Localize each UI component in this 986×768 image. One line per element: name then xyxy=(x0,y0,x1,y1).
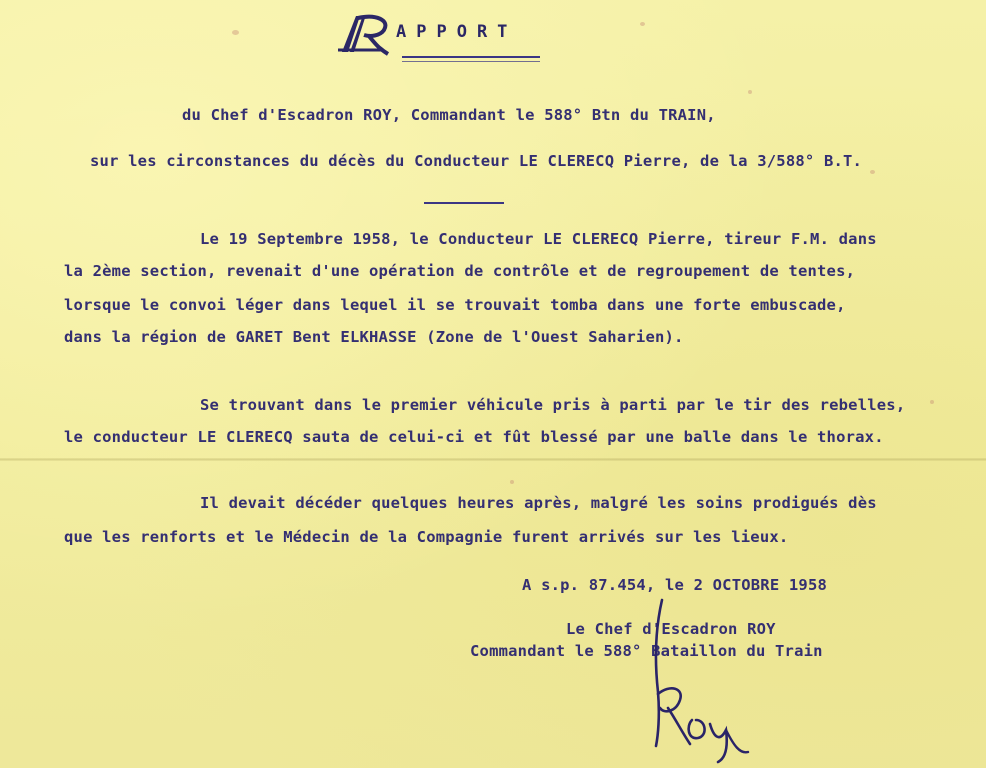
paper-speck xyxy=(748,90,752,94)
paper-speck xyxy=(232,30,239,35)
paper-speck xyxy=(510,480,514,484)
handwritten-signature xyxy=(640,596,780,768)
title-underline-secondary xyxy=(402,61,540,62)
paragraph-1-line-3: lorsque le convoi léger dans lequel il se trouvait tomba dans une forte embuscade, xyxy=(64,296,846,314)
intro-line-1: du Chef d'Escadron ROY, Commandant le 588° Btn du TRAIN, xyxy=(182,106,716,124)
rapport-r-logo xyxy=(338,8,398,62)
place-date: A s.p. 87.454, le 2 OCTOBRE 1958 xyxy=(522,576,828,594)
paragraph-1-line-1: Le 19 Septembre 1958, le Conducteur LE CLERECQ Pierre, tireur F.M. dans xyxy=(200,230,877,248)
document-title: APPORT xyxy=(396,22,518,42)
paper-speck xyxy=(870,170,875,174)
section-divider xyxy=(424,202,504,204)
paper-fold-line xyxy=(0,458,986,461)
paragraph-1-line-2: la 2ème section, revenait d'une opération de contrôle et de regroupement de tentes, xyxy=(64,262,856,280)
paragraph-1-line-4: dans la région de GARET Bent ELKHASSE (Zone de l'Ouest Saharien). xyxy=(64,328,684,346)
signer-title-line-1: Le Chef d'Escadron ROY xyxy=(566,620,776,638)
paragraph-3-line-1: Il devait décéder quelques heures après, malgré les soins prodigués dès xyxy=(200,494,877,512)
paragraph-2-line-1: Se trouvant dans le premier véhicule pris à parti par le tir des rebelles, xyxy=(200,396,906,414)
signer-title-line-2: Commandant le 588° Bataillon du Train xyxy=(470,642,823,660)
paper-speck xyxy=(930,400,934,404)
paragraph-2-line-2: le conducteur LE CLERECQ sauta de celui-ci et fût blessé par une balle dans le thorax. xyxy=(64,428,884,446)
paper-speck xyxy=(640,22,645,26)
paragraph-3-line-2: que les renforts et le Médecin de la Compagnie furent arrivés sur les lieux. xyxy=(64,528,789,546)
title-underline xyxy=(402,56,540,58)
intro-line-2: sur les circonstances du décès du Conducteur LE CLERECQ Pierre, de la 3/588° B.T. xyxy=(90,152,863,170)
